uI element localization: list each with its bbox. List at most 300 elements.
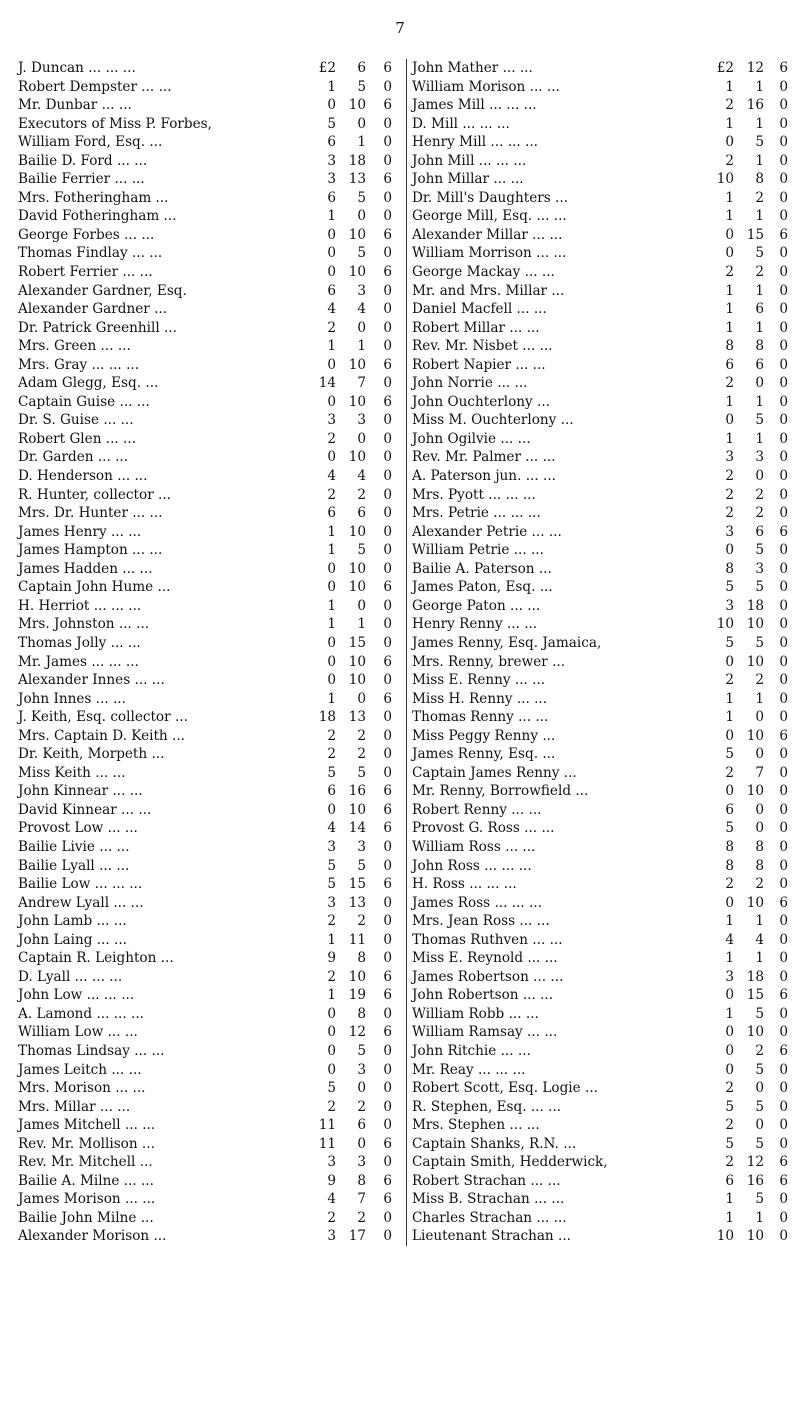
subscriber-name: Captain R. Leighton ... — [18, 950, 174, 967]
amount-shillings: 10 — [348, 560, 366, 577]
amount-pence: 0 — [779, 486, 788, 503]
subscriber-name: Bailie John Milne ... — [18, 1209, 154, 1226]
amount-shillings: 3 — [357, 1154, 366, 1171]
subscription-row — [18, 393, 392, 412]
amount-pence: 0 — [383, 1209, 392, 1226]
subscription-row — [18, 782, 392, 801]
amount-shillings: 0 — [755, 375, 764, 392]
amount-pence: 0 — [383, 430, 392, 447]
amount-pounds: 4 — [327, 468, 336, 485]
subscription-row — [18, 690, 392, 709]
subscription-row — [412, 634, 788, 653]
subscriber-name: Miss B. Strachan ... ... — [412, 1191, 565, 1208]
amount-pence: 0 — [383, 189, 392, 206]
amount-pence: 6 — [779, 60, 788, 76]
amount-pence: 0 — [779, 1135, 788, 1152]
subscriber-name: R. Hunter, collector ... — [18, 486, 171, 503]
amount-pence: 0 — [779, 672, 788, 689]
amount-pence: 0 — [779, 208, 788, 225]
amount-shillings: 1 — [755, 319, 764, 336]
subscription-row — [18, 1005, 392, 1024]
amount-pounds: 2 — [725, 672, 734, 689]
amount-pence: 0 — [383, 1117, 392, 1134]
amount-pence: 0 — [383, 913, 392, 930]
subscription-row — [18, 523, 392, 542]
amount-shillings: 4 — [755, 931, 764, 948]
amount-pence: 6 — [383, 801, 392, 818]
amount-pence: 6 — [779, 987, 788, 1004]
amount-pence: 0 — [383, 1042, 392, 1059]
subscription-row — [412, 448, 788, 467]
amount-pence: 6 — [383, 820, 392, 837]
amount-shillings: 0 — [755, 1117, 764, 1134]
amount-pence: 6 — [383, 968, 392, 985]
amount-pence: 0 — [779, 1061, 788, 1078]
subscriber-name: Mrs. Green ... ... — [18, 338, 131, 355]
subscription-row — [18, 1153, 392, 1172]
amount-pounds: 3 — [327, 894, 336, 911]
amount-pence: 0 — [779, 264, 788, 281]
amount-pounds: 2 — [327, 1209, 336, 1226]
amount-pounds: 0 — [327, 97, 336, 114]
amount-pounds: 0 — [725, 226, 734, 243]
amount-pounds: 1 — [725, 189, 734, 206]
amount-pounds: 2 — [725, 97, 734, 114]
amount-shillings: 10 — [348, 97, 366, 114]
amount-pounds: 6 — [327, 134, 336, 151]
subscription-row — [412, 411, 788, 430]
subscription-row — [18, 152, 392, 171]
subscription-row — [412, 207, 788, 226]
subscription-row — [18, 189, 392, 208]
subscriber-name: William Low ... ... — [18, 1024, 138, 1041]
amount-shillings: 8 — [755, 857, 764, 874]
subscriber-name: James Mill ... ... ... — [412, 97, 537, 114]
amount-pounds: 1 — [327, 523, 336, 540]
amount-shillings: 10 — [746, 783, 764, 800]
subscriber-name: Robert Strachan ... ... — [412, 1172, 561, 1189]
amount-pence: 6 — [383, 60, 392, 76]
subscriber-name: James Paton, Esq. ... — [412, 579, 553, 596]
subscriber-name: Charles Strachan ... ... — [412, 1209, 567, 1226]
amount-pence: 0 — [779, 616, 788, 633]
subscription-row — [412, 263, 788, 282]
amount-shillings: 18 — [746, 968, 764, 985]
left-subscriber-column — [18, 59, 392, 1246]
amount-shillings: 1 — [755, 950, 764, 967]
amount-pence: 0 — [383, 245, 392, 262]
amount-shillings: 8 — [755, 171, 764, 188]
amount-pence: 6 — [779, 1154, 788, 1171]
amount-pence: 0 — [383, 375, 392, 392]
amount-shillings: 2 — [755, 672, 764, 689]
amount-pence: 6 — [383, 226, 392, 243]
subscriber-name: J. Duncan ... ... ... — [18, 60, 136, 76]
subscription-row — [412, 690, 788, 709]
subscription-row — [412, 226, 788, 245]
amount-shillings: 0 — [357, 115, 366, 132]
amount-pence: 0 — [779, 1098, 788, 1115]
subscription-row — [412, 801, 788, 820]
amount-shillings: 8 — [357, 1172, 366, 1189]
subscriber-name: Mrs. Morison ... ... — [18, 1080, 146, 1097]
amount-shillings: 5 — [357, 764, 366, 781]
amount-shillings: 18 — [348, 152, 366, 169]
amount-shillings: 4 — [357, 301, 366, 318]
amount-shillings: 15 — [348, 876, 366, 893]
amount-pounds: 1 — [725, 690, 734, 707]
subscriber-name: Dr. Keith, Morpeth ... — [18, 746, 165, 763]
subscriber-name: George Forbes ... ... — [18, 226, 155, 243]
amount-pounds: 11 — [318, 1117, 336, 1134]
subscriber-name: John Ouchterlony ... — [412, 393, 550, 410]
amount-shillings: 5 — [755, 245, 764, 262]
amount-pence: 0 — [383, 560, 392, 577]
amount-pounds: 1 — [327, 542, 336, 559]
amount-shillings: 6 — [755, 356, 764, 373]
subscription-row — [18, 801, 392, 820]
amount-shillings: 15 — [348, 634, 366, 651]
amount-pence: 0 — [779, 430, 788, 447]
subscription-row — [412, 949, 788, 968]
subscription-row — [412, 875, 788, 894]
subscriber-name: A. Lamond ... ... ... — [18, 1005, 144, 1022]
amount-pounds: 6 — [327, 282, 336, 299]
amount-shillings: 5 — [755, 542, 764, 559]
subscriber-name: Captain Shanks, R.N. ... — [412, 1135, 577, 1152]
amount-shillings: 16 — [348, 783, 366, 800]
subscriber-name: R. Stephen, Esq. ... ... — [412, 1098, 562, 1115]
subscription-row — [18, 486, 392, 505]
subscription-row — [412, 152, 788, 171]
subscriber-name: Rev. Mr. Mitchell ... — [18, 1154, 153, 1171]
subscription-row — [18, 949, 392, 968]
amount-pence: 0 — [779, 746, 788, 763]
amount-pence: 0 — [779, 282, 788, 299]
amount-pounds: 2 — [327, 319, 336, 336]
amount-pounds: 5 — [327, 857, 336, 874]
subscriber-name: William Ross ... ... — [412, 838, 536, 855]
amount-shillings: 0 — [755, 820, 764, 837]
amount-shillings: 3 — [357, 1061, 366, 1078]
amount-pounds: 8 — [725, 838, 734, 855]
amount-pounds: 0 — [725, 783, 734, 800]
amount-pence: 0 — [383, 709, 392, 726]
subscription-row — [18, 207, 392, 226]
amount-pence: 0 — [779, 709, 788, 726]
subscriber-name: Thomas Lindsay ... ... — [18, 1042, 165, 1059]
subscriber-name: Mrs. Johnston ... ... — [18, 616, 150, 633]
subscriber-name: John Norrie ... ... — [412, 375, 528, 392]
subscriber-name: Captain Guise ... ... — [18, 393, 150, 410]
subscription-row — [412, 486, 788, 505]
subscriber-name: John Mill ... ... ... — [412, 152, 527, 169]
amount-pounds: 1 — [725, 115, 734, 132]
subscriber-name: D. Lyall ... ... ... — [18, 968, 123, 985]
subscriber-name: Provost Low ... ... — [18, 820, 138, 837]
amount-shillings: 10 — [348, 264, 366, 281]
amount-pence: 6 — [383, 876, 392, 893]
amount-pence: 0 — [383, 115, 392, 132]
subscriber-name: John Innes ... ... — [18, 690, 126, 707]
subscriber-name: Captain James Renny ... — [412, 764, 577, 781]
amount-pence: 0 — [383, 338, 392, 355]
amount-pence: 0 — [383, 1061, 392, 1078]
amount-shillings: 10 — [348, 449, 366, 466]
amount-pounds: 1 — [327, 597, 336, 614]
amount-pence: 0 — [779, 634, 788, 651]
subscription-row — [412, 708, 788, 727]
amount-shillings: 15 — [746, 226, 764, 243]
amount-pence: 0 — [779, 189, 788, 206]
amount-shillings: 5 — [357, 857, 366, 874]
subscriber-name: Mrs. Captain D. Keith ... — [18, 727, 185, 744]
amount-shillings: 2 — [755, 876, 764, 893]
amount-shillings: 0 — [357, 1080, 366, 1097]
amount-pounds: 6 — [725, 356, 734, 373]
subscriber-name: H. Ross ... ... ... — [412, 876, 517, 893]
amount-shillings: 12 — [746, 1154, 764, 1171]
subscriber-name: Bailie A. Paterson ... — [412, 560, 552, 577]
amount-shillings: 1 — [755, 1209, 764, 1226]
subscription-row — [412, 374, 788, 393]
amount-pounds: 4 — [327, 1191, 336, 1208]
amount-pence: 0 — [779, 876, 788, 893]
subscription-row — [412, 133, 788, 152]
amount-pence: 0 — [383, 1080, 392, 1097]
amount-pounds: 0 — [725, 245, 734, 262]
amount-pounds: 18 — [318, 709, 336, 726]
amount-shillings: 13 — [348, 709, 366, 726]
amount-shillings: 11 — [348, 931, 366, 948]
amount-pence: 6 — [383, 579, 392, 596]
subscriber-name: Dr. Garden ... ... — [18, 449, 129, 466]
amount-pounds: 3 — [327, 171, 336, 188]
subscriber-name: George Mackay ... ... — [412, 264, 555, 281]
subscription-row — [412, 1098, 788, 1117]
subscriber-name: Mrs. Stephen ... ... — [412, 1117, 540, 1134]
amount-pounds: 9 — [327, 1172, 336, 1189]
amount-pence: 0 — [779, 338, 788, 355]
amount-pounds: 6 — [327, 505, 336, 522]
amount-pounds: 11 — [318, 1135, 336, 1152]
amount-pounds: 0 — [327, 1042, 336, 1059]
subscription-row — [18, 226, 392, 245]
subscriber-name: William Ford, Esq. ... — [18, 134, 163, 151]
subscription-row — [412, 1227, 788, 1246]
subscription-row — [412, 282, 788, 301]
subscriber-name: Captain Smith, Hedderwick, — [412, 1154, 608, 1171]
amount-pounds: 3 — [327, 838, 336, 855]
subscription-row — [412, 615, 788, 634]
amount-shillings: 13 — [348, 894, 366, 911]
subscriber-name: Captain John Hume ... — [18, 579, 171, 596]
subscription-row — [412, 170, 788, 189]
amount-pounds: 10 — [716, 616, 734, 633]
subscriber-name: John Mather ... ... — [412, 60, 533, 76]
subscription-row — [412, 1079, 788, 1098]
amount-shillings: 6 — [357, 60, 366, 76]
amount-pounds: 1 — [327, 338, 336, 355]
amount-pounds: 3 — [327, 412, 336, 429]
amount-pence: 0 — [779, 115, 788, 132]
subscription-row — [18, 764, 392, 783]
subscription-row — [18, 875, 392, 894]
amount-pence: 0 — [383, 1154, 392, 1171]
subscription-row — [18, 1042, 392, 1061]
amount-shillings: 10 — [746, 653, 764, 670]
subscription-row — [18, 745, 392, 764]
subscriber-name: Daniel Macfell ... ... — [412, 301, 547, 318]
subscription-row — [18, 115, 392, 134]
subscription-row — [18, 1227, 392, 1246]
subscription-row — [412, 189, 788, 208]
subscription-row — [412, 912, 788, 931]
amount-shillings: 3 — [357, 838, 366, 855]
amount-pounds: 1 — [327, 208, 336, 225]
subscriber-name: David Fotheringham ... — [18, 208, 177, 225]
subscription-row — [18, 560, 392, 579]
amount-pence: 0 — [383, 282, 392, 299]
subscriber-name: John Ross ... ... ... — [412, 857, 532, 874]
subscriber-name: Robert Napier ... ... — [412, 356, 546, 373]
subscriber-name: A. Paterson jun. ... ... — [412, 468, 556, 485]
amount-shillings: 2 — [357, 746, 366, 763]
subscriber-name: Bailie Lyall ... ... — [18, 857, 130, 874]
amount-pence: 0 — [779, 1024, 788, 1041]
amount-pounds: 1 — [725, 913, 734, 930]
subscription-row — [412, 671, 788, 690]
subscription-row — [18, 356, 392, 375]
right-subscriber-column — [406, 59, 788, 1246]
amount-pounds: £2 — [716, 60, 734, 76]
amount-pence: 6 — [383, 264, 392, 281]
amount-pounds: 1 — [327, 78, 336, 95]
subscription-row — [18, 1098, 392, 1117]
amount-shillings: 0 — [357, 1135, 366, 1152]
amount-pounds: £2 — [318, 60, 336, 76]
amount-pence: 0 — [383, 931, 392, 948]
subscriber-name: John Kinnear ... ... — [18, 783, 143, 800]
amount-shillings: 10 — [348, 672, 366, 689]
subscriber-name: Bailie Livie ... ... — [18, 838, 130, 855]
subscriber-name: Robert Dempster ... ... — [18, 78, 172, 95]
amount-shillings: 2 — [755, 264, 764, 281]
subscriber-name: Mr. Dunbar ... ... — [18, 97, 132, 114]
subscriber-name: Mrs. Jean Ross ... ... — [412, 913, 550, 930]
amount-pounds: 1 — [725, 1191, 734, 1208]
subscriber-name: D. Mill ... ... ... — [412, 115, 510, 132]
subscription-row — [18, 1172, 392, 1191]
subscriber-name: John Robertson ... ... — [412, 987, 554, 1004]
subscriber-name: Thomas Ruthven ... ... — [412, 931, 563, 948]
amount-pounds: 4 — [725, 931, 734, 948]
subscription-row — [18, 986, 392, 1005]
subscriber-name: Lieutenant Strachan ... — [412, 1228, 571, 1245]
amount-pence: 0 — [779, 1191, 788, 1208]
amount-pounds: 2 — [725, 468, 734, 485]
amount-pence: 6 — [383, 653, 392, 670]
amount-shillings: 1 — [755, 393, 764, 410]
subscription-row — [18, 411, 392, 430]
subscription-row — [412, 59, 788, 78]
subscription-row — [18, 894, 392, 913]
subscriber-name: Dr. Mill's Daughters ... — [412, 189, 569, 206]
amount-pence: 6 — [779, 727, 788, 744]
subscriber-name: Thomas Findlay ... ... — [18, 245, 163, 262]
amount-shillings: 0 — [755, 801, 764, 818]
amount-pounds: 1 — [725, 1005, 734, 1022]
subscription-row — [412, 393, 788, 412]
subscriber-name: Mrs. Millar ... ... — [18, 1098, 131, 1115]
amount-pounds: 6 — [327, 783, 336, 800]
subscription-row — [412, 504, 788, 523]
amount-pounds: 0 — [327, 579, 336, 596]
subscriber-name: Mrs. Petrie ... ... ... — [412, 505, 541, 522]
amount-pounds: 9 — [327, 950, 336, 967]
amount-pence: 6 — [383, 783, 392, 800]
amount-pence: 0 — [779, 838, 788, 855]
amount-pounds: 2 — [725, 375, 734, 392]
amount-pounds: 0 — [725, 542, 734, 559]
amount-pounds: 0 — [327, 1024, 336, 1041]
amount-pounds: 0 — [327, 1005, 336, 1022]
amount-shillings: 16 — [746, 97, 764, 114]
amount-pounds: 3 — [725, 523, 734, 540]
subscriber-name: James Hadden ... ... — [18, 560, 153, 577]
amount-shillings: 10 — [348, 801, 366, 818]
amount-shillings: 1 — [755, 115, 764, 132]
amount-pounds: 2 — [725, 264, 734, 281]
subscriber-name: Thomas Jolly ... ... — [18, 634, 141, 651]
amount-pence: 0 — [383, 727, 392, 744]
subscriber-name: J. Keith, Esq. collector ... — [18, 709, 188, 726]
amount-pounds: 5 — [327, 115, 336, 132]
subscription-row — [412, 319, 788, 338]
amount-pounds: 1 — [725, 393, 734, 410]
subscriber-name: D. Henderson ... ... — [18, 468, 148, 485]
subscriber-name: John Millar ... ... — [412, 171, 524, 188]
subscription-row — [412, 653, 788, 672]
amount-shillings: 10 — [746, 727, 764, 744]
subscriber-name: William Morison ... ... — [412, 78, 560, 95]
amount-pence: 0 — [779, 764, 788, 781]
amount-pence: 0 — [779, 171, 788, 188]
subscriber-name: Bailie D. Ford ... ... — [18, 152, 148, 169]
amount-pence: 0 — [779, 393, 788, 410]
amount-pounds: 2 — [327, 486, 336, 503]
amount-pence: 6 — [383, 1191, 392, 1208]
amount-shillings: 5 — [357, 189, 366, 206]
amount-shillings: 2 — [357, 1209, 366, 1226]
amount-shillings: 6 — [755, 301, 764, 318]
amount-pounds: 0 — [725, 1042, 734, 1059]
amount-pence: 0 — [779, 319, 788, 336]
amount-shillings: 6 — [357, 1117, 366, 1134]
subscriber-name: Miss E. Renny ... ... — [412, 672, 546, 689]
amount-shillings: 0 — [755, 746, 764, 763]
amount-pence: 0 — [383, 542, 392, 559]
amount-pence: 0 — [779, 356, 788, 373]
amount-pounds: 3 — [725, 597, 734, 614]
amount-pence: 0 — [383, 1098, 392, 1115]
amount-pence: 0 — [779, 412, 788, 429]
amount-shillings: 2 — [357, 1098, 366, 1115]
amount-pence: 0 — [779, 1228, 788, 1245]
subscription-row — [18, 1023, 392, 1042]
amount-pounds: 0 — [327, 449, 336, 466]
amount-pounds: 4 — [327, 301, 336, 318]
